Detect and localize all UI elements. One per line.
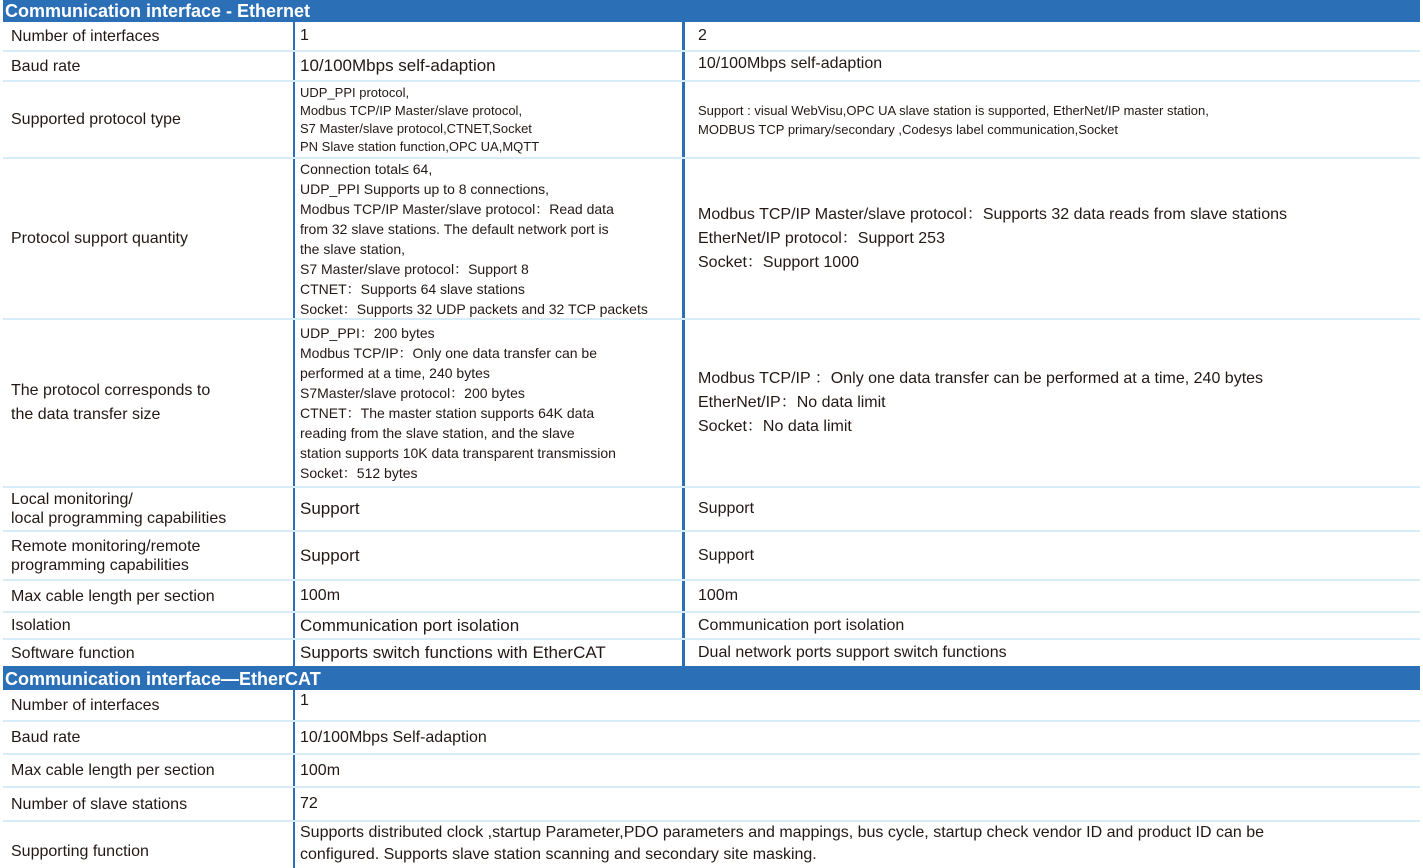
table-row-protocol-support-quantity <box>3 159 1420 320</box>
row-label: Number of interfaces <box>11 696 160 714</box>
value-model-2: 10/100Mbps self-adaption <box>682 52 1420 80</box>
row-label: Protocol support quantity <box>11 230 188 247</box>
section-header-ethernet: Communication interface - Ethernet <box>3 0 1420 22</box>
row-label: Number of slave stations <box>11 795 188 813</box>
row-label: Baud rate <box>11 729 81 746</box>
row-label: Remote monitoring/remote programming capabilities <box>11 537 201 574</box>
row-label: Software function <box>11 644 135 662</box>
table-row-number-of-interfaces <box>3 690 1420 722</box>
value-model-2: Dual network ports support switch functions <box>682 640 1420 666</box>
value-model-1: UDP_PPI：200 bytes Modbus TCP/IP：Only one data transfer can be performed at a time, 240 bytes S7Master/slave protocol：200 bytes CTNET：The master station supports 64K data reading from the slave station, and the slave station supports 10K data transparent transmission Socket：512 bytes <box>293 320 682 486</box>
value-model-2: 2 <box>682 22 1420 50</box>
spec-sheet <box>3 0 1420 868</box>
value-model-1: 10/100Mbps self-adaption <box>293 52 682 80</box>
value: 1 <box>293 690 1420 720</box>
value: 100m <box>293 755 1420 786</box>
section-header-ethercat: Communication interface—EtherCAT <box>3 668 1420 690</box>
value-model-1: Support <box>293 532 682 579</box>
table-row-data-transfer-size <box>3 320 1420 488</box>
table-row-software-function <box>3 640 1420 668</box>
value-model-1: UDP_PPI protocol, Modbus TCP/IP Master/slave protocol, S7 Master/slave protocol,CTNET,Socket PN Slave station function,OPC UA,MQTT <box>293 82 682 157</box>
value-model-1: Supports switch functions with EtherCAT <box>293 640 682 666</box>
table-row-isolation <box>3 613 1420 640</box>
row-label: The protocol corresponds to the data transfer size <box>11 382 211 423</box>
row-label: Max cable length per section <box>11 762 215 779</box>
row-label: Supporting function <box>11 842 149 860</box>
value: Supports distributed clock ,startup Parameter,PDO parameters and mappings, bus cycle, startup check vendor ID and product ID can be configured. Supports slave station scanning and secondary site masking. <box>293 822 1420 868</box>
value-model-1: Connection total≤ 64, UDP_PPI Supports up to 8 connections, Modbus TCP/IP Master/slave protocol：Read data from 32 slave stations. The default network port is the slave station, S7 Master/slave protocol：Support 8 CTNET：Supports 64 slave stations Socket：Supports 32 UDP packets and 32 TCP packets <box>293 159 682 318</box>
row-label: Baud rate <box>11 57 81 75</box>
value-model-2: Support <box>682 532 1420 579</box>
value-model-1: 100m <box>293 581 682 611</box>
row-label: Supported protocol type <box>11 111 181 128</box>
table-row-max-cable-length <box>3 755 1420 788</box>
value-model-1: Communication port isolation <box>293 613 682 638</box>
table-row-max-cable-length <box>3 581 1420 613</box>
value-model-2: Communication port isolation <box>682 613 1420 638</box>
value-model-2: 100m <box>682 581 1420 611</box>
value-model-2: Support : visual WebVisu,OPC UA slave station is supported, EtherNet/IP master station, MODBUS TCP primary/secondary ,Codesys label communication,Socket <box>682 82 1420 157</box>
table-row-supported-protocol-type <box>3 82 1420 159</box>
row-label: Number of interfaces <box>11 27 160 45</box>
table-row-remote-monitoring <box>3 532 1420 581</box>
value: 72 <box>293 788 1420 820</box>
value: 10/100Mbps Self-adaption <box>293 722 1420 753</box>
row-label: Isolation <box>11 617 71 634</box>
row-label: Local monitoring/ local programming capabilities <box>11 491 227 527</box>
value-model-1: 1 <box>293 22 682 50</box>
table-row-number-of-slave-stations <box>3 788 1420 822</box>
row-label: Max cable length per section <box>11 587 215 605</box>
table-row-number-of-interfaces <box>3 22 1420 52</box>
value-model-2: Support <box>682 488 1420 530</box>
value-model-2: Modbus TCP/IP ：Only one data transfer can be performed at a time, 240 bytes EtherNet/IP：No data limit Socket：No data limit <box>682 320 1420 486</box>
table-row-baud-rate <box>3 52 1420 82</box>
value-model-2: Modbus TCP/IP Master/slave protocol：Supports 32 data reads from slave stations EtherNet/IP protocol：Support 253 Socket：Support 1000 <box>682 159 1420 318</box>
value-model-1: Support <box>293 488 682 530</box>
table-row-supporting-function <box>3 822 1420 868</box>
table-row-local-monitoring <box>3 488 1420 532</box>
table-row-baud-rate <box>3 722 1420 755</box>
